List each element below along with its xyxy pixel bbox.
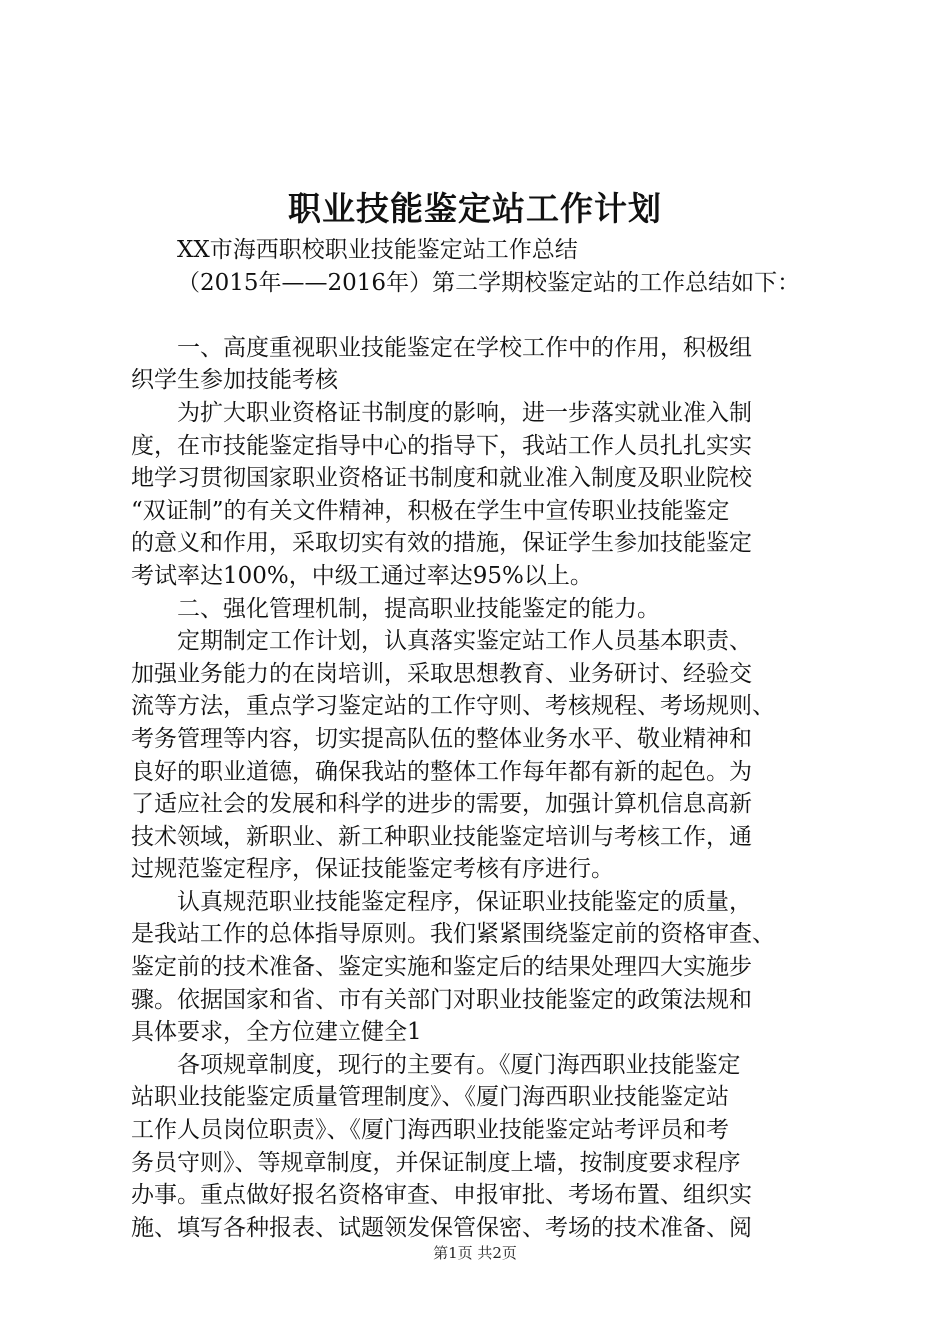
- text-line: 考试率达100%，中级工通过率达95%以上。: [131, 562, 593, 589]
- document-title: 职业技能鉴定站工作计划: [288, 189, 662, 228]
- text-line: （2015年——2016年）第二学期校鉴定站的工作总结如下：: [177, 269, 801, 296]
- text-line: 办事。重点做好报名资格审查、申报审批、考场布置、组织实: [131, 1182, 752, 1209]
- text-line: 度，在市技能鉴定指导中心的指导下，我站工作人员扎扎实实: [131, 432, 752, 459]
- text-line: 过规范鉴定程序，保证技能鉴定考核有序进行。: [131, 856, 614, 883]
- text-line: 加强业务能力的在岗培训，采取思想教育、业务研讨、经验交: [131, 660, 752, 687]
- document-body: [131, 234, 837, 1244]
- text-line: 鉴定前的技术准备、鉴定实施和鉴定后的结果处理四大实施步: [131, 954, 752, 981]
- text-line: 流等方法，重点学习鉴定站的工作守则、考核规程、考场规则、: [131, 693, 775, 720]
- text-line: 站职业技能鉴定质量管理制度》、《厦门海西职业技能鉴定站: [131, 1084, 729, 1111]
- text-line: 一、高度重视职业技能鉴定在学校工作中的作用，积极组: [177, 334, 752, 361]
- text-line: 织学生参加技能考核: [131, 367, 338, 394]
- text-line: 各项规章制度，现行的主要有。《厦门海西职业技能鉴定: [177, 1051, 741, 1078]
- text-line: 是我站工作的总体指导原则。我们紧紧围绕鉴定前的资格审查、: [131, 921, 775, 948]
- blank-line: [131, 299, 837, 332]
- text-line: “双证制”的有关文件精神，积极在学生中宣传职业技能鉴定: [131, 497, 730, 524]
- text-line: 考务管理等内容，切实提高队伍的整体业务水平、敬业精神和: [131, 725, 752, 752]
- text-line: 骤。依据国家和省、市有关部门对职业技能鉴定的政策法规和: [131, 986, 752, 1013]
- text-line: 具体要求，全方位建立健全1: [131, 1019, 422, 1046]
- text-line: 二、强化管理机制，提高职业技能鉴定的能力。: [177, 595, 660, 622]
- text-line: 务员守则》、等规章制度，并保证制度上墙，按制度要求程序: [131, 1149, 741, 1176]
- text-line: 施、填写各种报表、试题领发保管保密、考场的技术准备、阅: [131, 1214, 752, 1241]
- page-footer: 第1页 共2页: [433, 1244, 517, 1262]
- text-line: 地学习贯彻国家职业资格证书制度和就业准入制度及职业院校: [131, 465, 752, 492]
- text-line: 定期制定工作计划，认真落实鉴定站工作人员基本职责、: [177, 628, 752, 655]
- text-line: 技术领域，新职业、新工种职业技能鉴定培训与考核工作，通: [131, 823, 752, 850]
- text-line: 了适应社会的发展和科学的进步的需要，加强计算机信息高新: [131, 791, 752, 818]
- text-line: 认真规范职业技能鉴定程序，保证职业技能鉴定的质量，: [177, 888, 752, 915]
- text-line: 良好的职业道德，确保我站的整体工作每年都有新的起色。为: [131, 758, 752, 785]
- text-line: 为扩大职业资格证书制度的影响，进一步落实就业准入制: [177, 399, 752, 426]
- text-line: XX市海西职校职业技能鉴定站工作总结: [177, 237, 578, 263]
- text-line: 工作人员岗位职责》、《厦门海西职业技能鉴定站考评员和考: [131, 1117, 729, 1144]
- text-line: 的意义和作用，采取切实有效的措施，保证学生参加技能鉴定: [131, 530, 752, 557]
